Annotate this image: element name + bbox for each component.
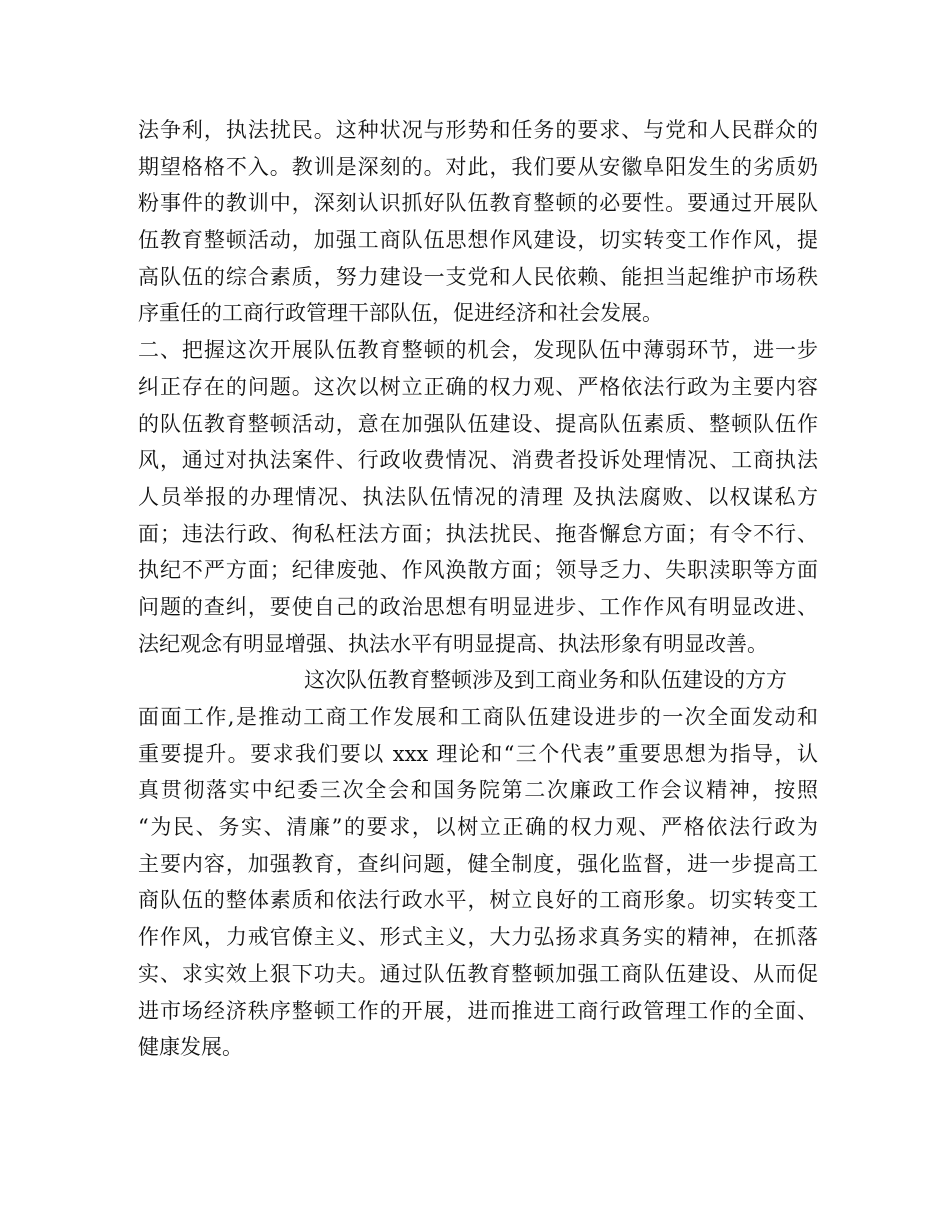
text-line: 序重任的工商行政管理干部队伍，促进经济和社会发展。 [138, 301, 663, 326]
paragraph-3 [138, 662, 818, 1066]
text-line: 人员举报的办理情况、执法队伍情况的清理 及执法腐败、以权谋私方 [138, 484, 818, 509]
text-line: 执纪不严方面；纪律废弛、作风涣散方面；领导乏力、失职渎职等方面 [138, 558, 818, 583]
text-line: 纠正存在的问题。这次以树立正确的权力观、严格依法行政为主要内容 [138, 374, 818, 399]
text-line: 二、把握这次开展队伍教育整顿的机会，发现队伍中薄弱环节，进一步 [138, 338, 818, 363]
text-line: 进市场经济秩序整顿工作的开展，进而推进工商行政管理工作的全面、 [138, 998, 818, 1023]
text-line: 面面工作,是推动工商工作发展和工商队伍建设进步的一次全面发动和 [138, 705, 818, 729]
text-line: 期望格格不入。教训是深刻的。对此，我们要从安徽阜阳发生的劣质奶 [138, 154, 818, 179]
text-line: 真贯彻落实中纪委三次全会和国务院第二次廉政工作会议精神，按照 [138, 778, 818, 803]
text-line: 商队伍的整体素质和依法行政水平，树立良好的工商形象。切实转变工 [138, 888, 818, 913]
text-line: 作作风，力戒官僚主义、形式主义，大力弘扬求真务实的精神，在抓落 [138, 925, 818, 950]
text-line: 实、求实效上狠下功夫。通过队伍教育整顿加强工商队伍建设、从而促 [138, 961, 818, 986]
text-line: 重要提升。要求我们要以 xxx 理论和“三个代表”重要思想为指导，认 [138, 741, 818, 766]
text-line: 的队伍教育整顿活动，意在加强队伍建设、提高队伍素质、整顿队伍作 [138, 411, 818, 436]
text-line: 面；违法行政、徇私枉法方面；执法扰民、拖沓懈怠方面；有令不行、 [138, 521, 818, 546]
text-line: 主要内容，加强教育，查纠问题，健全制度，强化监督，进一步提高工 [138, 851, 818, 876]
text-line: 健康发展。 [138, 1035, 243, 1060]
text-line: “为民、务实、清廉”的要求，以树立正确的权力观、严格依法行政为 [138, 815, 818, 840]
text-line: 风，通过对执法案件、行政收费情况、消费者投诉处理情况、工商执法 [138, 448, 818, 473]
text-line: 高队伍的综合素质，努力建设一支党和人民依赖、能担当起维护市场秩 [138, 264, 818, 289]
paragraph-1 [138, 112, 818, 332]
text-line: 问题的查纠，要使自己的政治思想有明显进步、工作作风有明显改进、 [138, 594, 818, 619]
text-line: 这次队伍教育整顿涉及到工商业务和队伍建设的方方 [304, 668, 787, 693]
text-line: 法纪观念有明显增强、执法水平有明显提高、执法形象有明显改善。 [138, 631, 768, 656]
text-line: 伍教育整顿活动，加强工商队伍思想作风建设，切实转变工作作风，提 [138, 228, 818, 253]
text-line: 粉事件的教训中，深刻认识抓好队伍教育整顿的必要性。要通过开展队 [138, 191, 818, 216]
text-line: 法争利，执法扰民。这种状况与形势和任务的要求、与党和人民群众的 [138, 118, 818, 142]
paragraph-2 [138, 332, 818, 662]
document-body [138, 112, 818, 1066]
